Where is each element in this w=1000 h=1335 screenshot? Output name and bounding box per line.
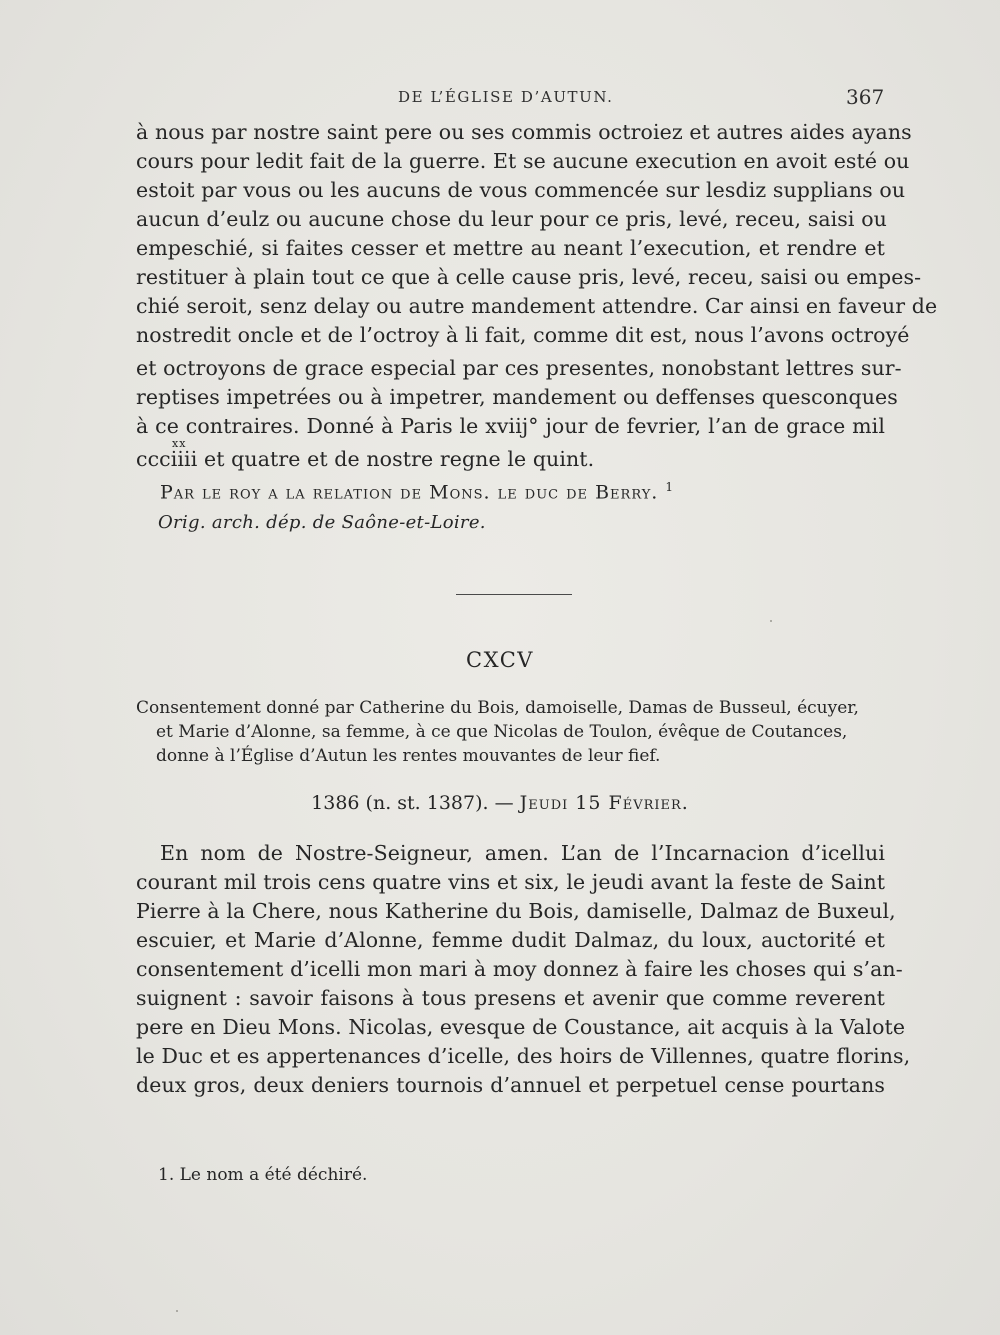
source-citation: Orig. arch. dép. de Saône-et-Loire. xyxy=(158,512,486,533)
roman-superscript: xx xyxy=(172,437,187,450)
dateline-year: 1386 (n. st. 1387). — xyxy=(311,792,514,814)
text-line: consentement d’icelli mon mari à moy donnez à faire les choses qui s’an- xyxy=(136,957,903,981)
document-number: CXCV xyxy=(466,648,534,672)
signature-text: Par le roy a la relation de Mons. le duc de Berry. xyxy=(160,481,659,504)
summary-line: et Marie d’Alonne, sa femme, à ce que Nicolas de Toulon, évêque de Coutances, xyxy=(156,722,848,742)
running-title: DE L’ÉGLISE D’AUTUN. xyxy=(398,88,614,106)
text-line: courant mil trois cens quatre vins et six, le jeudi avant la feste de Saint xyxy=(136,870,886,894)
text-line: deux gros, deux deniers tournois d’annuel et perpetuel cense pourtans xyxy=(136,1073,885,1097)
text-line: chié seroit, senz delay ou autre mandement attendre. Car ainsi en faveur de xyxy=(136,294,938,318)
text-line: aucun d’eulz ou aucune chose du leur pour ce pris, levé, receu, saisi ou xyxy=(136,207,887,231)
dateline xyxy=(0,792,1000,814)
footnote-ref: 1 xyxy=(665,480,675,494)
text-line: restituer à plain tout ce que à celle cause pris, levé, receu, saisi ou empes- xyxy=(136,265,922,289)
text-line: escuier, et Marie d’Alonne, femme dudit Dalmaz, du loux, auctorité et xyxy=(136,928,885,952)
paper-speck xyxy=(176,1310,178,1312)
text-line: à ce contraires. Donné à Paris le xviij° jour de fevrier, l’an de grace mil xyxy=(136,414,885,438)
text-line: estoit par vous ou les aucuns de vous commencée sur lesdiz supplians ou xyxy=(136,178,906,202)
summary-line: donne à l’Église d’Autun les rentes mouvantes de leur fief. xyxy=(156,746,661,766)
text-line: nostredit oncle et de l’octroy à li fait, comme dit est, nous l’avons octroyé xyxy=(136,323,910,347)
text-line: ccciiii et quatre et de nostre regne le quint. xyxy=(136,447,595,471)
text-line: cours pour ledit fait de la guerre. Et se aucune execution en avoit esté ou xyxy=(136,149,910,173)
summary-line: Consentement donné par Catherine du Bois, damoiselle, Damas de Busseul, écuyer, xyxy=(136,698,859,718)
text-line: et octroyons de grace especial par ces presentes, nonobstant lettres sur- xyxy=(136,356,902,380)
text-line: En nom de Nostre-Seigneur, amen. L’an de l’Incarnacion d’icellui xyxy=(160,841,885,865)
section-divider xyxy=(456,594,572,595)
text-line: à nous par nostre saint pere ou ses commis octroiez et autres aides ayans xyxy=(136,120,912,144)
page-number: 367 xyxy=(846,85,885,109)
signature-line xyxy=(160,480,674,503)
text-line: reptises impetrées ou à impetrer, mandement ou deffenses quesconques xyxy=(136,385,898,409)
text-line: empeschié, si faites cesser et mettre au neant l’execution, et rendre et xyxy=(136,236,885,260)
page-header xyxy=(0,86,1000,110)
text-line: pere en Dieu Mons. Nicolas, evesque de Coustance, ait acquis à la Valote xyxy=(136,1015,906,1039)
text-line: suignent : savoir faisons à tous presens et avenir que comme reverent xyxy=(136,986,885,1010)
paper-speck xyxy=(770,620,772,622)
dateline-day: Jeudi 15 Février. xyxy=(519,792,689,814)
footnote: 1. Le nom a été déchiré. xyxy=(158,1165,368,1185)
text-line: le Duc et es appertenances d’icelle, des hoirs de Villennes, quatre florins, xyxy=(136,1044,911,1068)
text-line: Pierre à la Chere, nous Katherine du Bois, damiselle, Dalmaz de Buxeul, xyxy=(136,899,896,923)
